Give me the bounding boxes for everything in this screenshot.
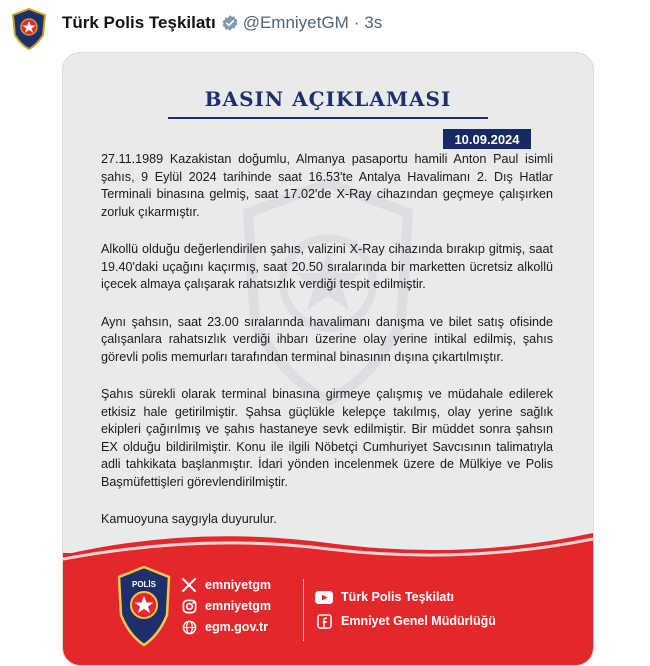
- author-name[interactable]: Türk Polis Teşkilatı: [62, 13, 216, 32]
- police-emblem-icon: [115, 565, 173, 647]
- police-shield-icon: [9, 7, 49, 51]
- channel-facebook-label: Emniyet Genel Müdürlüğü: [341, 614, 496, 628]
- channel-youtube: [315, 587, 496, 607]
- social-x: [181, 575, 271, 595]
- post-time[interactable]: 3s: [364, 13, 383, 32]
- tweet-header: [62, 10, 382, 36]
- author-handle[interactable]: @EmniyetGM: [242, 13, 349, 32]
- social-instagram: [181, 596, 271, 616]
- paragraph-3: Aynı şahsın, saat 23.00 sıralarında havalimanı danışma ve bilet satış ofisinde çalışanlara rahatsızlık verdiği ihbarı üzerine olay yerine intikal edilmiş, şahıs görevli polis memurları tarafından terminal binasının dışına çıkartılmıştır.: [101, 314, 553, 364]
- social-instagram-label: emniyetgm: [205, 599, 271, 613]
- globe-icon: [181, 619, 197, 635]
- announcement-body: [101, 151, 553, 549]
- police-emblem: [115, 565, 173, 652]
- verified-badge-icon: [221, 14, 239, 32]
- footer-wave: [63, 525, 593, 565]
- announcement-date: 10.09.2024: [443, 129, 531, 149]
- channel-links: [315, 587, 496, 635]
- youtube-icon: [315, 589, 333, 605]
- paragraph-5: Kamuoyuna saygıyla duyurulur.: [101, 512, 277, 526]
- profile-avatar[interactable]: [6, 6, 52, 52]
- title-underline: [168, 117, 488, 119]
- social-web: [181, 617, 271, 637]
- emblem-text: POLİS: [131, 580, 157, 589]
- announcement-title: BASIN AÇIKLAMASI: [204, 87, 452, 111]
- footer-divider: [303, 579, 304, 641]
- paragraph-2: Alkollü olduğu değerlendirilen şahıs, valizini X-Ray cihazında bırakıp gitmiş, saat 19.40'daki uçağını kaçırmış, saat 20.50 sıralarında bir marketten ücretsiz alkollü içecek almaya çalışarak rahatsızlık verdiği tespit edilmiştir.: [101, 242, 553, 291]
- announcement-footer: [63, 553, 593, 665]
- facebook-icon: [315, 613, 333, 629]
- paragraph-1: 27.11.1989 Kazakistan doğumlu, Almanya pasaportu hamili Anton Paul isimli şahıs, 9 Eylül 2024 tarihinde saat 16.53'te Antalya Havalimanı 2. Dış Hatlar Terminali binasına gelmiş, saat 17.02'de X-Ray cihazından geçmeye çalışırken zorluk çıkarmıştır.: [101, 152, 553, 219]
- channel-youtube-label: Türk Polis Teşkilatı: [341, 590, 455, 604]
- social-links: [181, 575, 271, 638]
- social-x-label: emniyetgm: [205, 578, 271, 592]
- instagram-icon: [181, 598, 197, 614]
- x-icon: [181, 577, 197, 593]
- announcement-image[interactable]: [62, 52, 594, 666]
- paragraph-4: Şahıs sürekli olarak terminal binasına girmeye çalışmış ve müdahale edilerek etkisiz hale getirilmiştir. Şahsa güçlükle kelepçe takılmış, olay yerine sağlık ekipleri çağırılmış ve şahıs hastaneye sevk edilmiştir. Bir müddet sonra şahsın EX olduğu bildirilmiştir. Konu ile ilgili Nöbetçi Cumhuriyet Savcısının talimatıyla adli tahkikata başlanmıştır. İdari yönden incelenmek üzere de Mülkiye ve Polis Başmüfettişleri görevlendirilmiştir.: [101, 387, 553, 489]
- social-web-label: egm.gov.tr: [205, 620, 268, 634]
- channel-facebook: [315, 611, 496, 631]
- separator-dot: ·: [353, 13, 360, 32]
